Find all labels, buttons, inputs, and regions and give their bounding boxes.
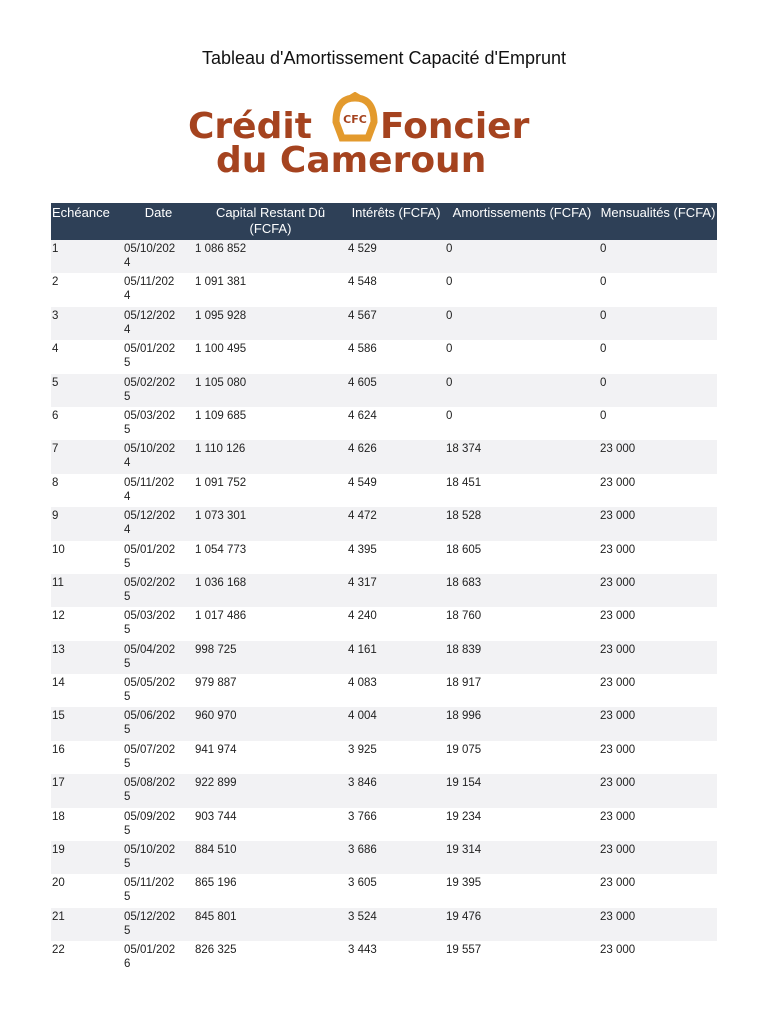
cell-interets: 4 472 (348, 510, 377, 523)
table-row (51, 407, 717, 440)
cell-date: 05/04/2025 (124, 643, 176, 670)
cell-date: 05/06/2025 (124, 710, 176, 737)
table-row (51, 641, 717, 674)
cell-echeance: 6 (52, 409, 59, 422)
table-row (51, 507, 717, 540)
cell-echeance: 21 (52, 910, 65, 923)
cell-date: 05/09/2025 (124, 810, 176, 837)
cell-interets: 4 529 (348, 243, 377, 255)
cell-amortissements: 18 683 (446, 576, 482, 589)
cell-date: 05/02/2025 (124, 376, 176, 403)
cell-capital: 1 100 495 (195, 343, 247, 356)
col-header-mensualites: Mensualités (FCFA) (600, 205, 716, 220)
cell-mensualites: 23 000 (600, 543, 636, 556)
page-title: Tableau d'Amortissement Capacité d'Emprunt (201, 48, 567, 68)
cell-capital: 1 086 852 (195, 243, 247, 255)
svg-text:CFC: CFC (343, 113, 367, 126)
table-row (51, 240, 717, 273)
cell-date: 05/10/2024 (124, 443, 176, 470)
cell-interets: 3 766 (348, 810, 377, 823)
cell-amortissements: 18 451 (446, 476, 482, 489)
logo-text-credit: Crédit (188, 106, 312, 147)
col-header-interets: Intérêts (FCFA) (351, 205, 441, 220)
cell-date: 05/03/2025 (124, 610, 176, 637)
cell-echeance: 2 (52, 276, 59, 289)
table-row (51, 774, 717, 807)
cell-amortissements: 19 154 (446, 777, 482, 790)
table-row (51, 741, 717, 774)
cell-capital: 826 325 (195, 944, 237, 957)
cell-date: 05/05/2025 (124, 677, 176, 704)
table-row (51, 541, 717, 574)
cell-mensualites: 23 000 (600, 710, 636, 723)
col-header-echeance: Echéance (52, 205, 110, 220)
table-row (51, 674, 717, 707)
cell-date: 05/10/2024 (124, 243, 176, 269)
cell-echeance: 18 (52, 810, 65, 823)
cell-amortissements: 18 374 (446, 443, 482, 456)
cell-interets: 4 240 (348, 610, 377, 623)
cell-capital: 922 899 (195, 777, 237, 790)
cell-amortissements: 18 839 (446, 643, 482, 656)
table-row (51, 607, 717, 640)
cell-capital: 1 054 773 (195, 543, 247, 556)
cell-echeance: 5 (52, 376, 59, 389)
cell-mensualites: 23 000 (600, 877, 636, 890)
cell-mensualites: 23 000 (600, 844, 636, 857)
cell-interets: 4 548 (348, 276, 377, 289)
cell-date: 05/11/2025 (124, 877, 175, 904)
cell-interets: 4 605 (348, 376, 377, 389)
cell-date: 05/12/2024 (124, 510, 176, 537)
cell-interets: 4 083 (348, 677, 377, 690)
logo-text-foncier: Foncier (380, 106, 530, 147)
cell-amortissements: 19 557 (446, 944, 482, 957)
cell-amortissements: 18 760 (446, 610, 482, 623)
cell-date: 05/07/2025 (124, 743, 176, 770)
table-row (51, 908, 717, 941)
cell-capital: 1 017 486 (195, 610, 247, 623)
cfc-badge-icon (336, 94, 374, 138)
cell-amortissements: 0 (446, 376, 453, 389)
cell-echeance: 7 (52, 443, 59, 456)
cell-echeance: 16 (52, 743, 65, 756)
cell-mensualites: 23 000 (600, 443, 636, 456)
cell-echeance: 11 (52, 576, 64, 589)
cell-mensualites: 0 (600, 343, 607, 356)
cell-echeance: 1 (52, 243, 59, 255)
cell-interets: 3 524 (348, 910, 377, 923)
cell-capital: 1 095 928 (195, 309, 247, 322)
cell-amortissements: 19 314 (446, 844, 482, 857)
table-row (51, 841, 717, 874)
cell-amortissements: 18 528 (446, 510, 482, 523)
cell-mensualites: 23 000 (600, 677, 636, 690)
cell-echeance: 17 (52, 777, 65, 790)
col-header-date: Date (144, 205, 173, 220)
cell-mensualites: 0 (600, 243, 607, 255)
credit-foncier-logo (188, 92, 544, 178)
cell-capital: 1 109 685 (195, 409, 247, 422)
cell-mensualites: 23 000 (600, 777, 636, 790)
cell-capital: 960 970 (195, 710, 237, 723)
cell-capital: 1 073 301 (195, 510, 247, 523)
cell-capital: 1 036 168 (195, 576, 247, 589)
cell-date: 05/01/2025 (124, 543, 176, 570)
cell-capital: 941 974 (195, 743, 237, 756)
cell-capital: 1 091 381 (195, 276, 247, 289)
cell-interets: 4 549 (348, 476, 377, 489)
cell-capital: 845 801 (195, 910, 237, 923)
cell-interets: 3 686 (348, 844, 377, 857)
cell-capital: 1 105 080 (195, 376, 247, 389)
table-row (51, 374, 717, 407)
cell-mensualites: 23 000 (600, 944, 636, 957)
cell-amortissements: 18 917 (446, 677, 482, 690)
cell-amortissements: 18 996 (446, 710, 482, 723)
cell-mensualites: 23 000 (600, 576, 636, 589)
cell-interets: 4 624 (348, 409, 377, 422)
cell-date: 05/08/2025 (124, 777, 176, 804)
cell-amortissements: 0 (446, 409, 453, 422)
cell-amortissements: 0 (446, 243, 453, 255)
cell-mensualites: 0 (600, 276, 607, 289)
table-row (51, 474, 717, 507)
cell-echeance: 22 (52, 944, 65, 957)
cell-date: 05/11/2024 (124, 276, 175, 303)
table-row (51, 808, 717, 841)
cell-interets: 3 925 (348, 743, 377, 756)
cell-echeance: 3 (52, 309, 59, 322)
cell-capital: 884 510 (195, 844, 237, 857)
cell-date: 05/02/2025 (124, 576, 176, 603)
cell-amortissements: 19 075 (446, 743, 482, 756)
cell-interets: 4 161 (348, 643, 377, 656)
cell-interets: 4 395 (348, 543, 377, 556)
cell-amortissements: 19 234 (446, 810, 482, 823)
cell-amortissements: 0 (446, 343, 453, 356)
cell-echeance: 19 (52, 844, 65, 857)
cell-echeance: 15 (52, 710, 65, 723)
cell-mensualites: 0 (600, 376, 607, 389)
table-row (51, 307, 717, 340)
table-row (51, 340, 717, 373)
cell-amortissements: 0 (446, 276, 453, 289)
cell-mensualites: 23 000 (600, 610, 636, 623)
cell-echeance: 10 (52, 543, 65, 556)
cell-date: 05/01/2026 (124, 944, 176, 971)
cell-interets: 4 004 (348, 710, 377, 723)
cell-date: 05/12/2024 (124, 309, 176, 336)
cell-mensualites: 23 000 (600, 510, 636, 523)
cell-interets: 4 586 (348, 343, 377, 356)
cell-capital: 865 196 (195, 877, 237, 890)
cell-echeance: 4 (52, 343, 59, 356)
amortization-table (51, 203, 717, 975)
cell-date: 05/10/2025 (124, 844, 176, 871)
cell-mensualites: 23 000 (600, 743, 636, 756)
cell-echeance: 14 (52, 677, 65, 690)
cell-date: 05/11/2024 (124, 476, 175, 503)
cell-echeance: 20 (52, 877, 65, 890)
cell-capital: 998 725 (195, 643, 237, 656)
cell-echeance: 12 (52, 610, 65, 623)
cell-echeance: 9 (52, 510, 59, 523)
cell-amortissements: 19 476 (446, 910, 482, 923)
cell-capital: 1 091 752 (195, 476, 247, 489)
cell-echeance: 13 (52, 643, 65, 656)
cell-capital: 1 110 126 (195, 443, 246, 456)
table-header-row (51, 203, 717, 240)
logo-text-cameroun: du Cameroun (216, 140, 487, 178)
cell-mensualites: 23 000 (600, 643, 636, 656)
cell-interets: 4 626 (348, 443, 377, 456)
table-row (51, 273, 717, 306)
table-row (51, 707, 717, 740)
cell-date: 05/01/2025 (124, 343, 176, 370)
cell-amortissements: 18 605 (446, 543, 482, 556)
cell-mensualites: 23 000 (600, 810, 636, 823)
cell-interets: 4 567 (348, 309, 377, 322)
cell-interets: 4 317 (348, 576, 377, 589)
cell-echeance: 8 (52, 476, 59, 489)
cell-amortissements: 19 395 (446, 877, 482, 890)
table-row (51, 941, 717, 974)
col-header-amortissements: Amortissements (FCFA) (452, 205, 592, 220)
cell-capital: 903 744 (195, 810, 237, 823)
cell-date: 05/12/2025 (124, 910, 176, 937)
cell-mensualites: 23 000 (600, 910, 636, 923)
cell-interets: 3 846 (348, 777, 377, 790)
cell-interets: 3 605 (348, 877, 377, 890)
cell-capital: 979 887 (195, 677, 237, 690)
table-body (51, 240, 717, 975)
table-row (51, 574, 717, 607)
col-header-capital: Capital Restant Dû (FCFA) (215, 205, 326, 236)
cell-interets: 3 443 (348, 944, 377, 957)
table-row (51, 440, 717, 473)
cell-date: 05/03/2025 (124, 409, 176, 436)
cell-mensualites: 0 (600, 309, 607, 322)
cell-amortissements: 0 (446, 309, 453, 322)
cell-mensualites: 23 000 (600, 476, 636, 489)
table-row (51, 874, 717, 907)
cell-mensualites: 0 (600, 409, 607, 422)
